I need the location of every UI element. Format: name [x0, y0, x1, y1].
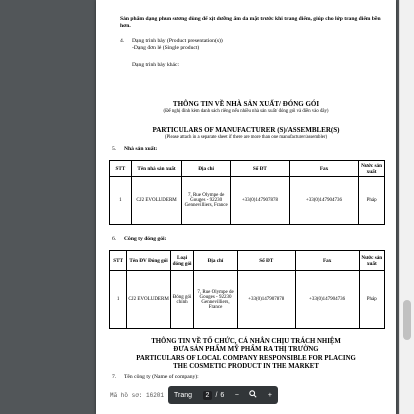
manufacturer-title-en: PARTICULARS OF MANUFACTURER (S)/ASSEMBLER(S)	[152, 126, 340, 134]
manufacturer-note-vn: (Để nghị đính kèm danh sách riêng nếu nhiều nhà sản xuất/ đóng gói và điền vào đây)	[163, 109, 329, 114]
table-cell: CJ2 EVOLUDERM	[131, 177, 182, 225]
table-cell: CJ2 EVOLUDERM	[127, 271, 171, 329]
page-total: 6	[220, 391, 225, 399]
table-header: Nước sản xuất	[359, 251, 384, 271]
page-indicator	[203, 391, 225, 400]
local-title-en-2: THE COSMETIC PRODUCT IN THE MARKET	[173, 363, 319, 370]
table-header-row	[110, 251, 385, 271]
local-title-vn-1: THÔNG TIN VỀ TỔ CHỨC, CÁ NHÂN CHỊU TRÁCH NHIỆM	[151, 338, 341, 345]
vertical-scrollbar[interactable]	[399, 0, 414, 414]
table-header: Fax	[295, 251, 359, 271]
document-page	[96, 0, 396, 414]
search-icon[interactable]	[249, 390, 257, 400]
table-header: Địa chỉ	[182, 161, 231, 177]
table-cell: 7, Rue Olympe de Gouges - 92230 Gennevilliers, France	[194, 271, 238, 329]
table-row	[110, 177, 385, 225]
table-header: Fax	[289, 161, 358, 177]
table-header: Loại đóng gói	[170, 251, 193, 271]
manufacturer-note-en: (Please attach in a separate sheet if there are more than one manufacturer/assembler)	[164, 135, 328, 140]
table-header: Số ĐT	[230, 161, 289, 177]
zoom-out-button[interactable]: −	[234, 391, 239, 399]
table-cell: Pháp	[359, 271, 384, 329]
table-header: STT	[110, 161, 132, 177]
zoom-in-button[interactable]: +	[267, 391, 272, 399]
table-header: Nước sản xuất	[359, 161, 385, 177]
table-row	[110, 271, 385, 329]
table-cell: +33(0)147907878	[237, 271, 295, 329]
sec5-number: 5.	[112, 146, 117, 152]
sec5-title: Nhà sản xuất:	[124, 146, 158, 152]
table-cell: Đóng gói chính	[170, 271, 193, 329]
page-number-input[interactable]: 2	[203, 391, 213, 400]
toolbar-label: Trang	[174, 391, 193, 399]
item7-number: 7.	[112, 374, 117, 380]
table-cell: +33(0)147904736	[295, 271, 359, 329]
table-cell: +33(0)147907878	[230, 177, 289, 225]
dossier-code: Mã hồ sơ: 16201	[110, 392, 165, 399]
sec6-number: 6.	[112, 236, 117, 242]
item4-title: Dạng trình bày (Product presentation(s))	[132, 38, 223, 44]
table-header: STT	[110, 251, 127, 271]
sec6-title: Công ty đóng gói:	[124, 236, 167, 242]
table-cell: +33(0)147904736	[289, 177, 358, 225]
manufacturer-table	[109, 160, 385, 225]
table-header-row	[110, 161, 385, 177]
table-header: Địa chỉ	[194, 251, 238, 271]
table-header: Tên ĐV Đóng gói	[127, 251, 171, 271]
item7-title: Tên công ty (Name of company):	[124, 374, 199, 380]
table-header: Số ĐT	[237, 251, 295, 271]
page-separator: /	[215, 391, 218, 399]
local-title-vn-2: ĐƯA SẢN PHẨM MỸ PHẨM RA THỊ TRƯỜNG	[173, 346, 319, 353]
manufacturer-title-vn: THÔNG TIN VỀ NHÀ SẢN XUẤT/ ĐÓNG GÓI	[172, 100, 320, 108]
table-cell: 7, Rue Olympe de Gouges - 92230 Gennevilliers, France	[182, 177, 231, 225]
local-title-en-1: PARTICULARS OF LOCAL COMPANY RESPONSIBLE FOR PLACING	[136, 355, 356, 362]
table-cell: Pháp	[359, 177, 385, 225]
other-presentation: Dạng trình bày khác:	[132, 62, 180, 68]
scrollbar-thumb[interactable]	[403, 300, 411, 340]
packaging-table	[109, 250, 385, 329]
table-cell: 1	[110, 177, 132, 225]
pdf-toolbar	[168, 386, 278, 404]
item4-number: 4.	[120, 38, 125, 44]
table-cell: 1	[110, 271, 127, 329]
intro-text: Sản phẩm dạng phun sương dùng để xịt dưỡng ẩm da mặt trước khi trang điểm, giúp cho lớp trang điểm bền hơn.	[120, 16, 381, 29]
item4-value: -Dạng đơn lẻ (Single product)	[132, 45, 200, 51]
table-header: Tên nhà sản xuất	[131, 161, 182, 177]
